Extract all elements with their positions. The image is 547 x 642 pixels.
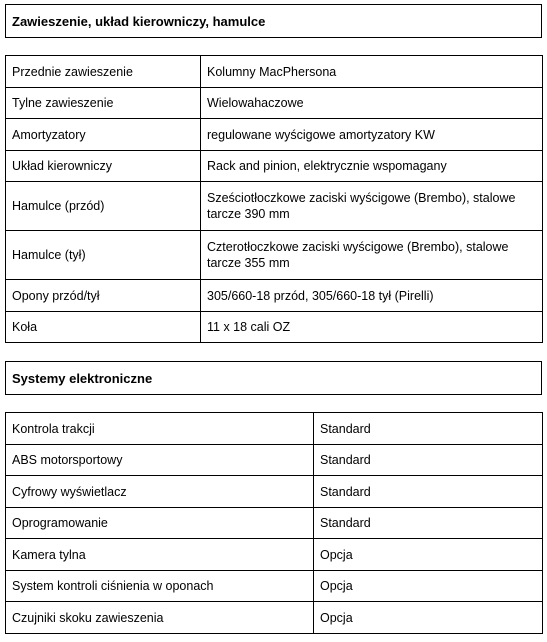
table-row bbox=[6, 88, 543, 119]
row-label: Koła bbox=[6, 312, 201, 343]
section-title-suspension: Zawieszenie, układ kierowniczy, hamulce bbox=[5, 4, 542, 38]
suspension-table bbox=[5, 55, 543, 343]
table-row bbox=[6, 119, 543, 151]
row-value: Sześciotłoczkowe zaciski wyścigowe (Brembo), stalowe tarcze 390 mm bbox=[201, 182, 543, 231]
row-label: Opony przód/tył bbox=[6, 280, 201, 312]
electronics-table bbox=[5, 412, 543, 634]
table-row bbox=[6, 508, 543, 539]
row-label: Czujniki skoku zawieszenia bbox=[6, 602, 314, 634]
table-row bbox=[6, 571, 543, 602]
table-row bbox=[6, 280, 543, 312]
section-title-electronics: Systemy elektroniczne bbox=[5, 361, 542, 395]
table-row bbox=[6, 539, 543, 571]
row-value: Rack and pinion, elektrycznie wspomagany bbox=[201, 151, 543, 182]
row-label: Hamulce (przód) bbox=[6, 182, 201, 231]
row-value: Kolumny MacPhersona bbox=[201, 56, 543, 88]
row-label: Kontrola trakcji bbox=[6, 413, 314, 445]
row-label: Hamulce (tył) bbox=[6, 231, 201, 280]
table-row bbox=[6, 476, 543, 508]
row-label: Cyfrowy wyświetlacz bbox=[6, 476, 314, 508]
row-label: Układ kierowniczy bbox=[6, 151, 201, 182]
row-label: Kamera tylna bbox=[6, 539, 314, 571]
row-label: System kontroli ciśnienia w oponach bbox=[6, 571, 314, 602]
row-label: Tylne zawieszenie bbox=[6, 88, 201, 119]
row-value: 305/660-18 przód, 305/660-18 tył (Pirelli) bbox=[201, 280, 543, 312]
row-label: ABS motorsportowy bbox=[6, 445, 314, 476]
row-value: Opcja bbox=[314, 539, 543, 571]
table-row bbox=[6, 231, 543, 280]
row-label: Oprogramowanie bbox=[6, 508, 314, 539]
row-value: regulowane wyścigowe amortyzatory KW bbox=[201, 119, 543, 151]
row-value: Opcja bbox=[314, 571, 543, 602]
table-row bbox=[6, 151, 543, 182]
table-row bbox=[6, 312, 543, 343]
row-value: Standard bbox=[314, 413, 543, 445]
row-value: Standard bbox=[314, 508, 543, 539]
row-value: Standard bbox=[314, 445, 543, 476]
row-value: Czterotłoczkowe zaciski wyścigowe (Brembo), stalowe tarcze 355 mm bbox=[201, 231, 543, 280]
table-row bbox=[6, 56, 543, 88]
row-value: Wielowahaczowe bbox=[201, 88, 543, 119]
row-label: Amortyzatory bbox=[6, 119, 201, 151]
table-row bbox=[6, 445, 543, 476]
table-row bbox=[6, 182, 543, 231]
row-value: Standard bbox=[314, 476, 543, 508]
row-label: Przednie zawieszenie bbox=[6, 56, 201, 88]
table-row bbox=[6, 413, 543, 445]
row-value: 11 x 18 cali OZ bbox=[201, 312, 543, 343]
table-row bbox=[6, 602, 543, 634]
row-value: Opcja bbox=[314, 602, 543, 634]
